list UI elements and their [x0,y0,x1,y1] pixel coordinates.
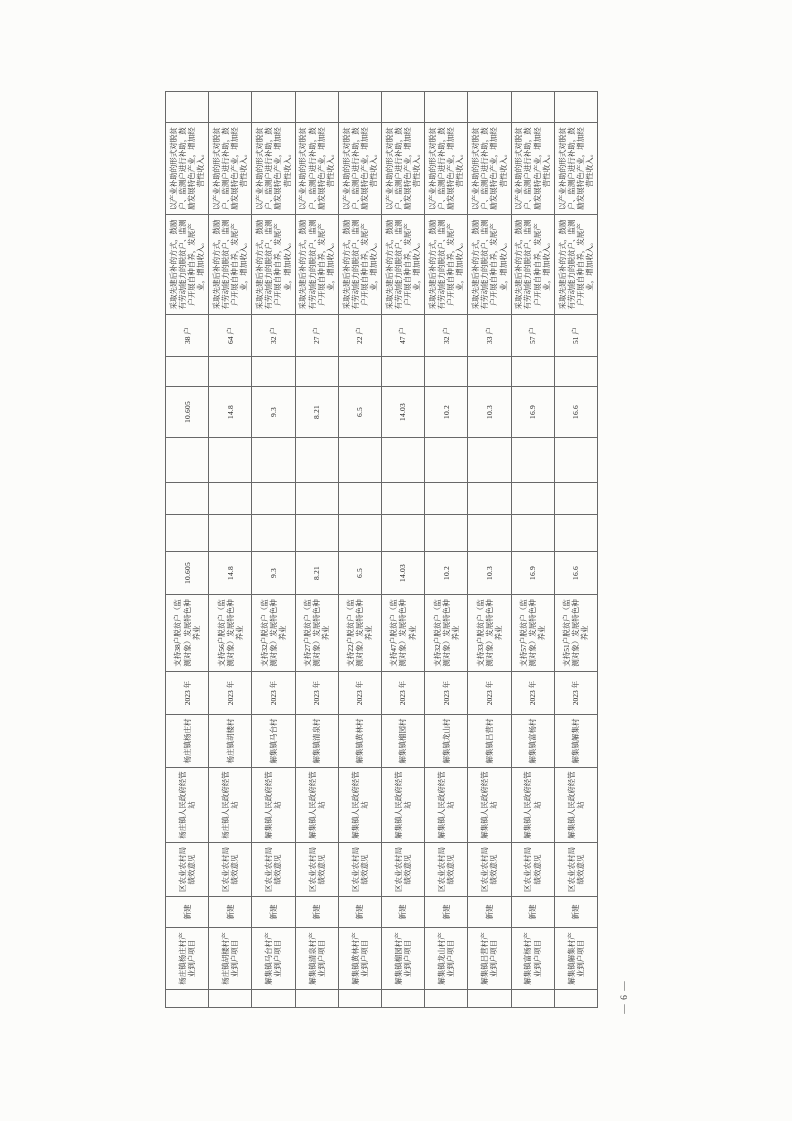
cell-build-nature: 新建 [554,897,597,928]
cell-location: 解集镇解集村 [554,715,597,768]
cell-empty [381,357,424,387]
cell-empty [554,515,597,552]
table-row [381,92,424,1008]
cell-fund-total: 10.2 [425,387,468,438]
cell-fund-total: 9.3 [252,387,295,438]
cell-fund-total: 10.605 [166,387,209,438]
cell-performance-target: 以产业补助的形式对脱贫户、监测户进行补助，鼓励发展特色产业，增加经营性收入。 [295,123,338,215]
cell-performance-target: 以产业补助的形式对脱贫户、监测户进行补助，鼓励发展特色产业，增加经营性收入。 [554,123,597,215]
cell-fund-amount: 14.8 [209,552,252,595]
cell-index-empty [554,990,597,1008]
cell-empty [338,357,381,387]
cell-location: 解集镇黄林村 [338,715,381,768]
cell-location: 解集镇吕营村 [468,715,511,768]
cell-bureau-opinion: 区农业农村局绩效意见 [209,843,252,897]
cell-support-measures: 采取先建后补的方式，鼓励有劳动能力的脱贫户、监测户开展自种自养，发展产业，增加收入。 [425,215,468,315]
cell-index-empty [166,990,209,1008]
cell-location: 解集镇富杨村 [511,715,554,768]
cell-fund-total: 10.3 [468,387,511,438]
cell-bureau-opinion: 区农业农村局绩效意见 [338,843,381,897]
table-row [468,92,511,1008]
cell-index-empty [381,990,424,1008]
cell-bureau-opinion: 区农业农村局绩效意见 [468,843,511,897]
cell-year: 2023 年 [252,672,295,715]
cell-empty [252,438,295,483]
cell-build-nature: 新建 [425,897,468,928]
cell-build-nature: 新建 [338,897,381,928]
cell-build-task: 支持32户脱贫户（监测对象）发展特色种养业 [252,595,295,672]
cell-implement-unit: 解集镇人民政府经管站 [468,768,511,843]
cell-empty [554,357,597,387]
cell-location: 解集镇龙山村 [425,715,468,768]
cell-year: 2023 年 [425,672,468,715]
cell-empty [295,515,338,552]
cell-index-empty [468,990,511,1008]
cell-remark-empty [295,92,338,123]
cell-index-empty [209,990,252,1008]
cell-performance-target: 以产业补助的形式对脱贫户、监测户进行补助，鼓励发展特色产业，增加经营性收入。 [209,123,252,215]
cell-empty [468,438,511,483]
cell-households: 32 户 [252,315,295,357]
cell-project-name: 解集镇龙山村产业到户项目 [425,928,468,990]
cell-implement-unit: 解集镇人民政府经管站 [425,768,468,843]
cell-remark-empty [554,92,597,123]
cell-empty [209,438,252,483]
cell-index-empty [511,990,554,1008]
cell-empty [381,483,424,515]
cell-empty [252,483,295,515]
cell-empty [338,515,381,552]
cell-remark-empty [209,92,252,123]
cell-bureau-opinion: 区农业农村局绩效意见 [511,843,554,897]
table-row [425,92,468,1008]
cell-empty [209,515,252,552]
cell-project-name: 杨庄镇胡楼村产业到户项目 [209,928,252,990]
cell-empty [511,483,554,515]
cell-fund-amount: 6.5 [338,552,381,595]
cell-support-measures: 采取先建后补的方式，鼓励有劳动能力的脱贫户、监测户开展自种自养，发展产业，增加收入。 [252,215,295,315]
cell-households: 64 户 [209,315,252,357]
cell-empty [166,483,209,515]
cell-implement-unit: 解集镇人民政府经管站 [295,768,338,843]
cell-support-measures: 采取先建后补的方式，鼓励有劳动能力的脱贫户、监测户开展自种自养，发展产业，增加收入。 [554,215,597,315]
cell-project-name: 解集镇黄林村产业到户项目 [338,928,381,990]
cell-remark-empty [166,92,209,123]
cell-support-measures: 采取先建后补的方式，鼓励有劳动能力的脱贫户、监测户开展自种自养，发展产业，增加收入。 [209,215,252,315]
cell-empty [511,515,554,552]
cell-implement-unit: 解集镇人民政府经管站 [252,768,295,843]
cell-empty [468,483,511,515]
cell-empty [511,357,554,387]
cell-year: 2023 年 [166,672,209,715]
cell-households: 27 户 [295,315,338,357]
cell-fund-amount: 14.03 [381,552,424,595]
cell-empty [295,357,338,387]
table-row [295,92,338,1008]
cell-project-name: 解集镇马台村产业到户项目 [252,928,295,990]
cell-empty [166,357,209,387]
cell-performance-target: 以产业补助的形式对脱贫户、监测户进行补助，鼓励发展特色产业，增加经营性收入。 [381,123,424,215]
cell-project-name: 杨庄镇杨庄村产业到户项目 [166,928,209,990]
cell-implement-unit: 解集镇人民政府经管站 [511,768,554,843]
cell-project-name: 解集镇清泉村产业到户项目 [295,928,338,990]
cell-build-task: 支持47户脱贫户（监测对象）发展特色种养业 [381,595,424,672]
cell-empty [381,515,424,552]
cell-index-empty [252,990,295,1008]
cell-households: 22 户 [338,315,381,357]
rotated-table-inner [165,92,598,1008]
cell-fund-total: 6.5 [338,387,381,438]
cell-support-measures: 采取先建后补的方式，鼓励有劳动能力的脱贫户、监测户开展自种自养，发展产业，增加收入。 [381,215,424,315]
cell-empty [209,357,252,387]
cell-build-nature: 新建 [166,897,209,928]
cell-remark-empty [425,92,468,123]
cell-build-nature: 新建 [468,897,511,928]
cell-empty [338,483,381,515]
cell-empty [511,438,554,483]
table-row [252,92,295,1008]
cell-empty [554,438,597,483]
cell-build-nature: 新建 [511,897,554,928]
cell-year: 2023 年 [209,672,252,715]
cell-project-name: 解集镇榴园村产业到户项目 [381,928,424,990]
cell-implement-unit: 杨庄镇人民政府经管站 [209,768,252,843]
cell-households: 38 户 [166,315,209,357]
cell-empty [338,438,381,483]
cell-empty [425,438,468,483]
cell-build-task: 支持51户脱贫户（监测对象）发展特色种养业 [554,595,597,672]
cell-empty [381,438,424,483]
cell-households: 32 户 [425,315,468,357]
cell-remark-empty [252,92,295,123]
cell-empty [209,483,252,515]
cell-performance-target: 以产业补助的形式对脱贫户、监测户进行补助，鼓励发展特色产业，增加经营性收入。 [425,123,468,215]
cell-households: 57 户 [511,315,554,357]
cell-fund-amount: 9.3 [252,552,295,595]
cell-remark-empty [511,92,554,123]
cell-support-measures: 采取先建后补的方式，鼓励有劳动能力的脱贫户、监测户开展自种自养，发展产业，增加收入。 [468,215,511,315]
table-row [209,92,252,1008]
cell-build-nature: 新建 [209,897,252,928]
cell-bureau-opinion: 区农业农村局绩效意见 [295,843,338,897]
cell-build-task: 支持33户脱贫户（监测对象）发展特色种养业 [468,595,511,672]
cell-fund-total: 8.21 [295,387,338,438]
cell-fund-amount: 10.2 [425,552,468,595]
cell-empty [425,483,468,515]
cell-project-name: 解集镇解集村产业到户项目 [554,928,597,990]
cell-empty [252,515,295,552]
cell-support-measures: 采取先建后补的方式，鼓励有劳动能力的脱贫户、监测户开展自种自养，发展产业，增加收入。 [511,215,554,315]
cell-index-empty [425,990,468,1008]
cell-empty [295,438,338,483]
cell-build-nature: 新建 [295,897,338,928]
cell-performance-target: 以产业补助的形式对脱贫户、监测户进行补助，鼓励发展特色产业，增加经营性收入。 [166,123,209,215]
cell-location: 解集镇马台村 [252,715,295,768]
rotated-table-region [165,92,598,1008]
cell-empty [554,483,597,515]
cell-households: 47 户 [381,315,424,357]
cell-bureau-opinion: 区农业农村局绩效意见 [166,843,209,897]
cell-implement-unit: 杨庄镇人民政府经管站 [166,768,209,843]
cell-fund-amount: 10.605 [166,552,209,595]
cell-build-nature: 新建 [381,897,424,928]
cell-empty [252,357,295,387]
cell-fund-amount: 16.9 [511,552,554,595]
cell-support-measures: 采取先建后补的方式，鼓励有劳动能力的脱贫户、监测户开展自种自养，发展产业，增加收入。 [295,215,338,315]
cell-fund-total: 14.8 [209,387,252,438]
cell-support-measures: 采取先建后补的方式，鼓励有劳动能力的脱贫户、监测户开展自种自养，发展产业，增加收入。 [166,215,209,315]
table-row [554,92,597,1008]
cell-year: 2023 年 [381,672,424,715]
cell-performance-target: 以产业补助的形式对脱贫户、监测户进行补助，鼓励发展特色产业，增加经营性收入。 [468,123,511,215]
cell-year: 2023 年 [554,672,597,715]
cell-fund-amount: 16.6 [554,552,597,595]
cell-project-name: 解集镇富杨村产业到户项目 [511,928,554,990]
cell-implement-unit: 解集镇人民政府经管站 [338,768,381,843]
cell-index-empty [295,990,338,1008]
cell-fund-total: 16.9 [511,387,554,438]
table-row [166,92,209,1008]
page-number: — 6 — [620,980,630,1014]
cell-remark-empty [381,92,424,123]
cell-bureau-opinion: 区农业农村局绩效意见 [252,843,295,897]
cell-empty [468,515,511,552]
cell-fund-total: 16.6 [554,387,597,438]
cell-implement-unit: 解集镇人民政府经管站 [554,768,597,843]
cell-fund-amount: 10.3 [468,552,511,595]
cell-implement-unit: 解集镇人民政府经管站 [381,768,424,843]
cell-empty [425,515,468,552]
cell-year: 2023 年 [338,672,381,715]
cell-year: 2023 年 [295,672,338,715]
table-row [338,92,381,1008]
cell-build-task: 支持32户脱贫户（监测对象）发展特色种养业 [425,595,468,672]
cell-build-task: 支持56户脱贫户（监测对象）发展特色种养业 [209,595,252,672]
cell-fund-total: 14.03 [381,387,424,438]
project-list-table [165,91,598,1008]
cell-bureau-opinion: 区农业农村局绩效意见 [381,843,424,897]
cell-performance-target: 以产业补助的形式对脱贫户、监测户进行补助，鼓励发展特色产业，增加经营性收入。 [338,123,381,215]
cell-empty [166,515,209,552]
cell-location: 解集镇榴园村 [381,715,424,768]
cell-households: 51 户 [554,315,597,357]
cell-location: 杨庄镇胡楼村 [209,715,252,768]
cell-location: 杨庄镇杨庄村 [166,715,209,768]
cell-remark-empty [468,92,511,123]
cell-empty [468,357,511,387]
cell-year: 2023 年 [468,672,511,715]
cell-performance-target: 以产业补助的形式对脱贫户、监测户进行补助，鼓励发展特色产业，增加经营性收入。 [252,123,295,215]
cell-performance-target: 以产业补助的形式对脱贫户、监测户进行补助，鼓励发展特色产业，增加经营性收入。 [511,123,554,215]
cell-year: 2023 年 [511,672,554,715]
cell-support-measures: 采取先建后补的方式，鼓励有劳动能力的脱贫户、监测户开展自种自养，发展产业，增加收入。 [338,215,381,315]
cell-bureau-opinion: 区农业农村局绩效意见 [425,843,468,897]
cell-build-task: 支持38户脱贫户（监测对象）发展特色种养业 [166,595,209,672]
cell-build-nature: 新建 [252,897,295,928]
cell-build-task: 支持27户脱贫户（监测对象）发展特色种养业 [295,595,338,672]
cell-project-name: 解集镇吕营村产业到户项目 [468,928,511,990]
cell-location: 解集镇清泉村 [295,715,338,768]
cell-fund-amount: 8.21 [295,552,338,595]
cell-empty [295,483,338,515]
cell-empty [425,357,468,387]
cell-empty [166,438,209,483]
cell-bureau-opinion: 区农业农村局绩效意见 [554,843,597,897]
cell-remark-empty [338,92,381,123]
cell-households: 33 户 [468,315,511,357]
table-row [511,92,554,1008]
cell-build-task: 支持22户脱贫户（监测对象）发展特色种养业 [338,595,381,672]
cell-build-task: 支持57户脱贫户（监测对象）发展特色种养业 [511,595,554,672]
cell-index-empty [338,990,381,1008]
